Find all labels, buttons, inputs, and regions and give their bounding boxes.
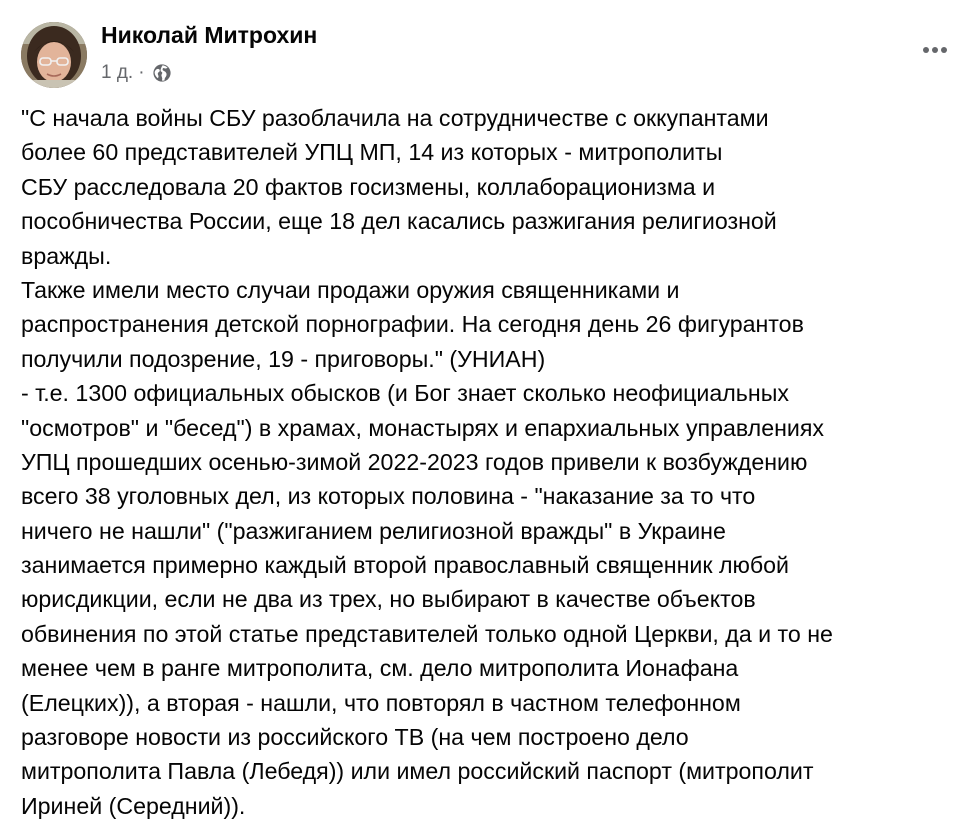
post-text-line: митрополита Павла (Лебедя)) или имел российский паспорт (митрополит	[21, 758, 814, 785]
post-text-line: юрисдикции, если не два из трех, но выбирают в качестве объектов	[21, 586, 756, 613]
post-text-line: "С начала войны СБУ разоблачила на сотрудничестве с оккупантами	[21, 105, 769, 131]
post-text-line: "осмотров" и "бесед") в храмах, монастырях и епархиальных управлениях	[21, 414, 825, 441]
post-text-line: УПЦ прошедших осенью-зимой 2022-2023 годов привели к возбуждению	[21, 448, 808, 475]
post-text-line: (Елецких)), а вторая - нашли, что повторял в частном телефонном	[21, 689, 741, 716]
profile-photo-icon	[21, 22, 87, 88]
post-text-line: СБУ расследовала 20 фактов госизмены, коллаборационизма и	[21, 173, 716, 200]
post-text-line: - т.е. 1300 официальных обысков (и Бог знает сколько неофициальных	[21, 380, 789, 407]
post-time[interactable]: 1 д.	[101, 62, 134, 83]
author-avatar[interactable]	[21, 22, 87, 88]
post-text-line: разговоре новости из российского ТВ (на чем построено дело	[21, 724, 689, 751]
post-text	[21, 101, 966, 819]
post-text-line: всего 38 уголовных дел, из которых половина - "наказание за то что	[21, 483, 756, 510]
author-name[interactable]: Николай Митрохин	[101, 22, 318, 48]
post-text-line: получили подозрение, 19 - приговоры." (УНИАН)	[21, 345, 546, 372]
post-text-line: занимается примерно каждый второй православный священник любой	[21, 552, 790, 579]
post-text-line: Ириней (Середний)).	[21, 792, 246, 819]
globe-icon[interactable]	[152, 63, 172, 83]
more-horizontal-icon	[919, 45, 951, 55]
post-text-line: распространения детской порнографии. На сегодня день 26 фигурантов	[21, 311, 804, 338]
post-text-line: более 60 представителей УПЦ МП, 14 из которых - митрополиты	[21, 139, 723, 166]
post-text-line: обвинения по этой статье представителей только одной Церкви, да и то не	[21, 620, 833, 647]
post-meta	[101, 60, 172, 86]
more-options-button[interactable]	[914, 34, 956, 66]
post-text-line: Также имели место случаи продажи оружия священниками и	[21, 276, 680, 303]
meta-separator: ·	[138, 62, 145, 83]
post-text-line: менее чем в ранге митрополита, см. дело митрополита Ионафана	[21, 655, 739, 682]
post-text-line: пособничества России, еще 18 дел касались разжигания религиозной	[21, 208, 777, 235]
post-text-line: ничего не нашли" ("разжиганием религиозной вражды" в Украине	[21, 517, 726, 544]
post-text-line: вражды.	[21, 242, 112, 269]
